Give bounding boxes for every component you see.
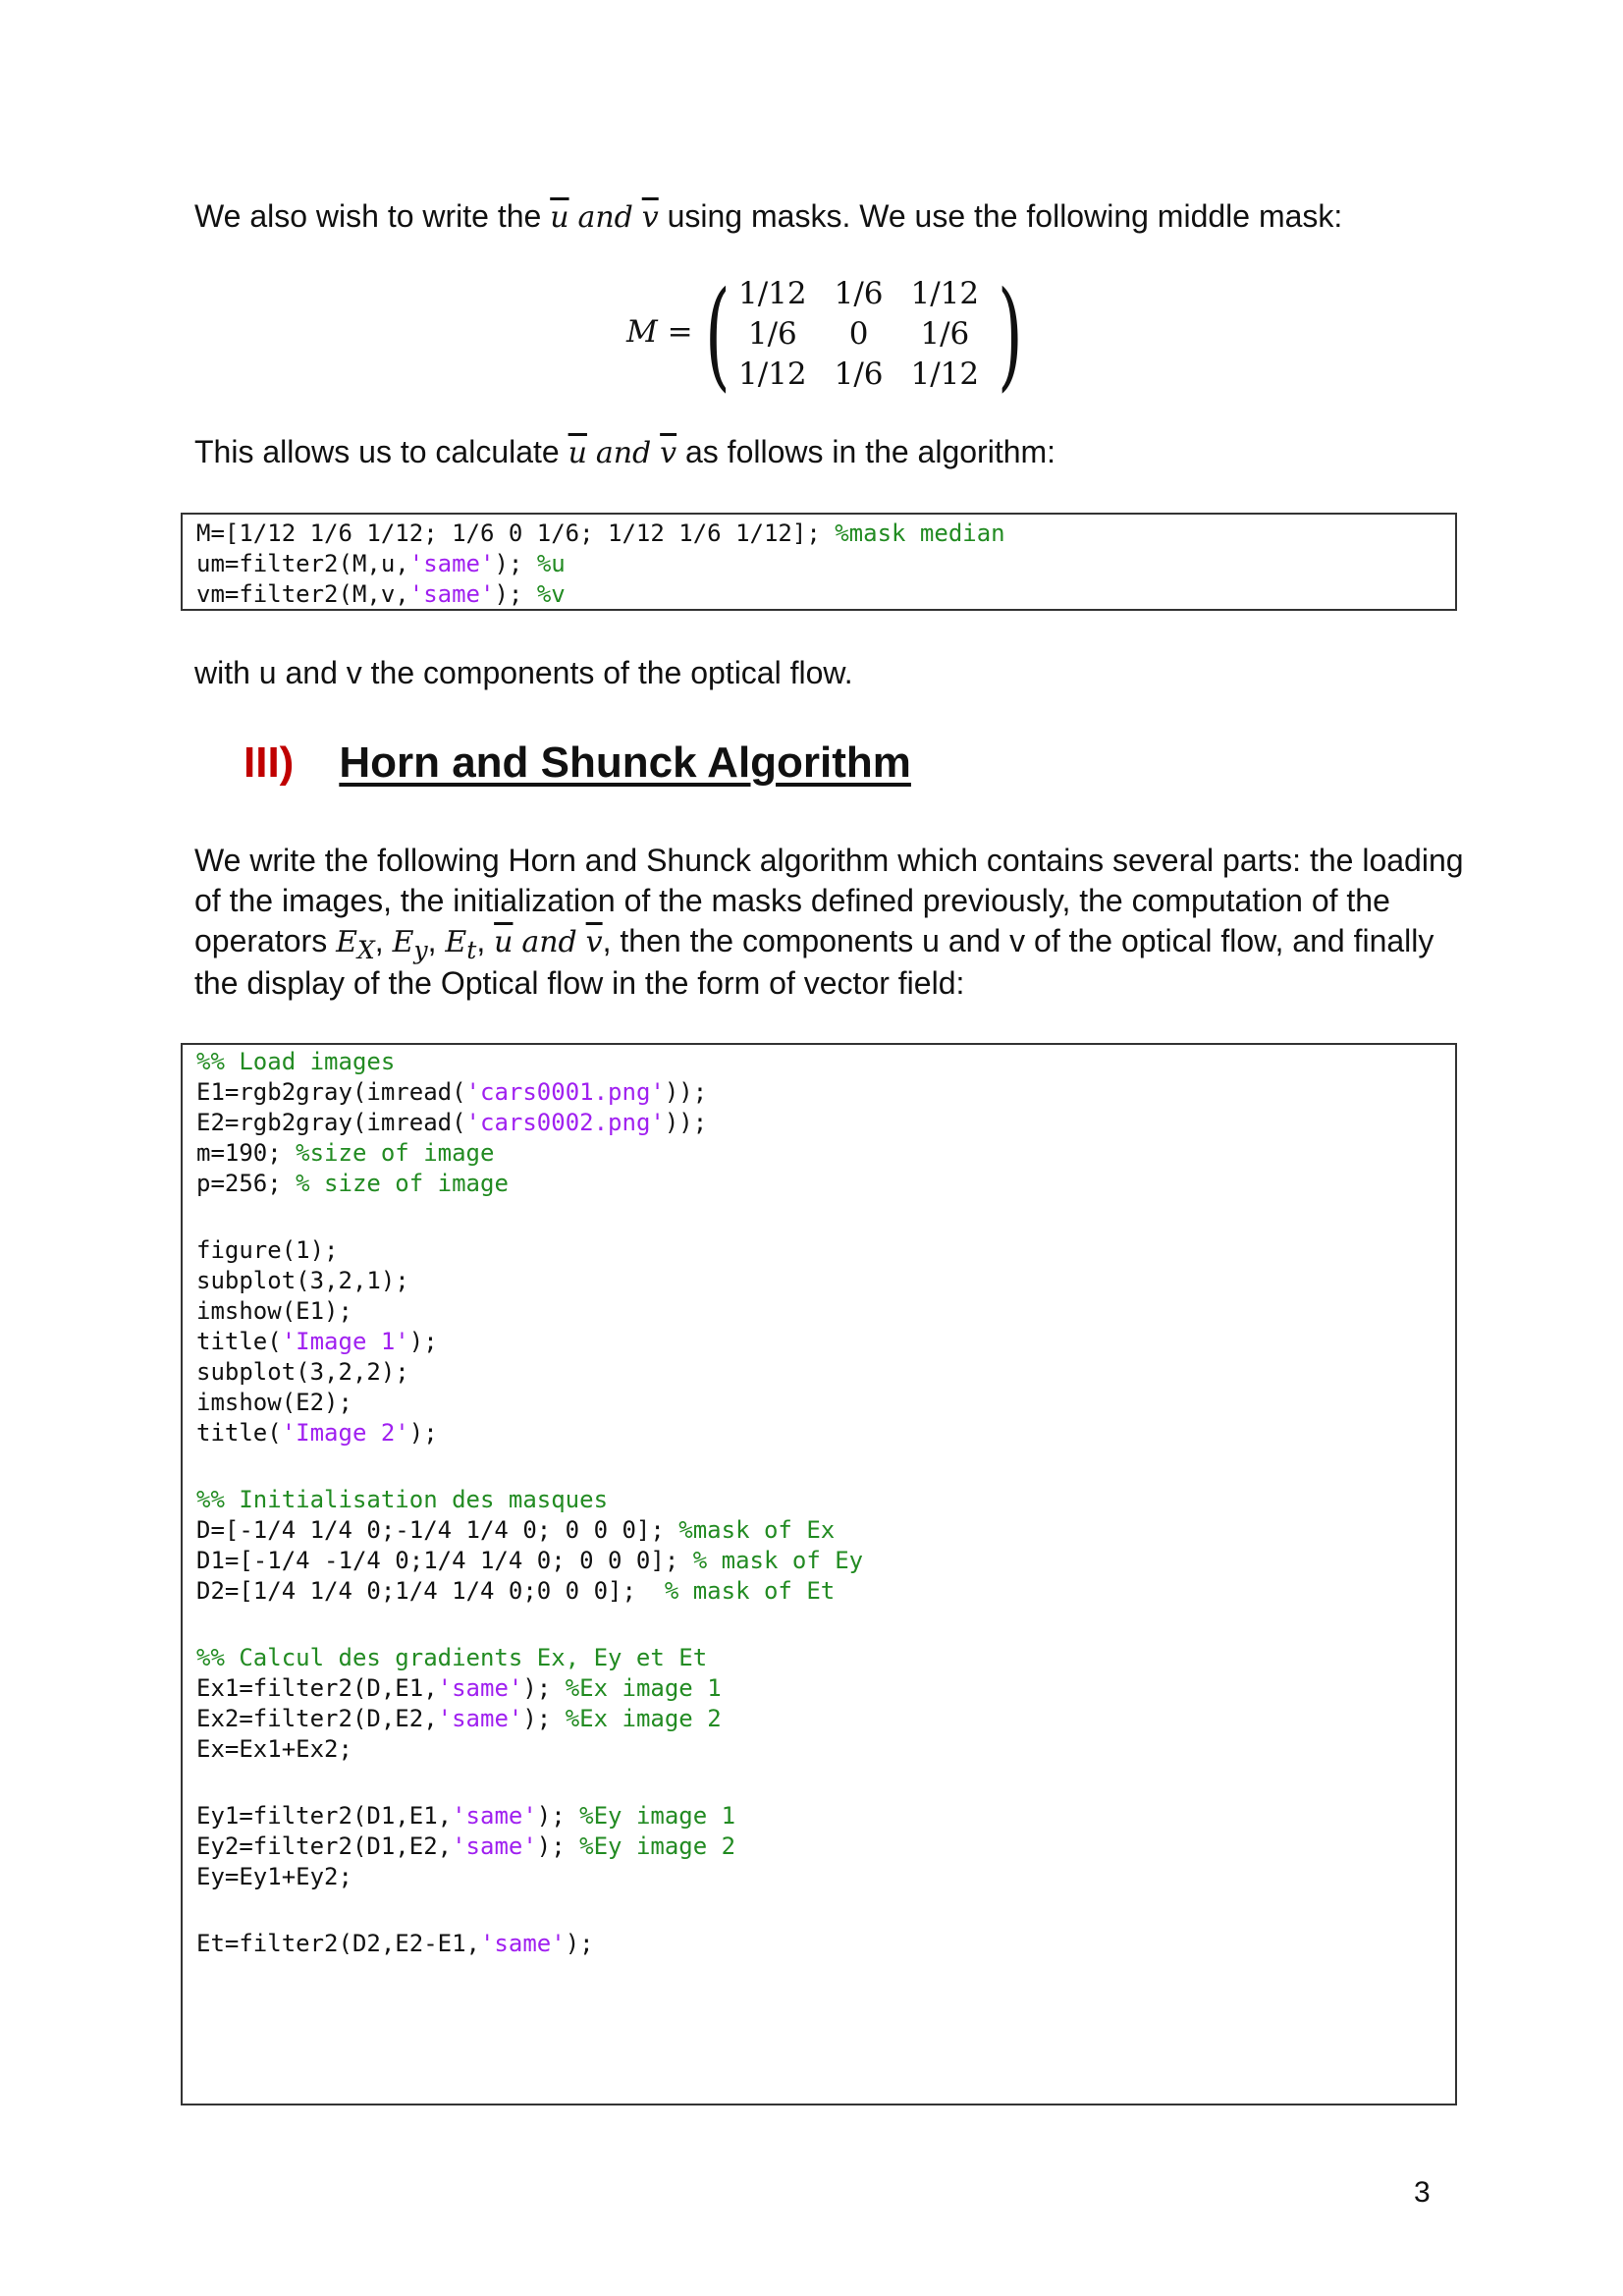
matrix-cell: 1/12 <box>738 275 807 311</box>
code-text: ); <box>408 1419 438 1447</box>
code-string: 'cars0002.png' <box>465 1109 665 1136</box>
code-text: ); <box>522 1705 566 1732</box>
code-block-mask <box>181 513 1457 611</box>
code-text: title( <box>196 1419 282 1447</box>
code-line <box>196 1673 1455 1704</box>
code-string: 'same' <box>437 1705 523 1732</box>
code-line <box>196 1108 1455 1138</box>
operators-word: operators <box>194 923 328 958</box>
code-line <box>196 1388 1455 1418</box>
code-comment: %Ex image 1 <box>565 1674 722 1702</box>
code-text: Ey=Ey1+Ey2; <box>196 1863 352 1890</box>
code-line <box>196 1235 1455 1266</box>
code-text: subplot(3,2,2); <box>196 1358 409 1386</box>
code-string: 'Image 1' <box>281 1328 409 1355</box>
code-blank-line <box>196 1765 1455 1801</box>
code-line <box>196 1138 1455 1169</box>
section-heading <box>243 738 911 788</box>
code-text: M=[1/12 1/6 1/12; 1/6 0 1/6; 1/12 1/6 1/12]; <box>196 519 836 547</box>
code-string: 'same' <box>437 1674 523 1702</box>
code-string: 'same' <box>408 550 495 577</box>
and-word: and <box>595 436 652 470</box>
code-string: 'same' <box>452 1802 537 1830</box>
code-comment: %% Load images <box>196 1048 396 1075</box>
code-comment: % size of image <box>296 1170 509 1197</box>
code-comment: %u <box>536 550 566 577</box>
code-text: D1=[-1/4 -1/4 0;1/4 1/4 0; 0 0 0]; <box>196 1547 693 1574</box>
matrix-cell: 1/12 <box>910 355 980 392</box>
code-text: title( <box>196 1328 282 1355</box>
code-line <box>196 1327 1455 1357</box>
matrix-cell: 1/6 <box>834 275 884 311</box>
code-text: p=256; <box>196 1170 297 1197</box>
e-x-symbol <box>336 925 375 964</box>
matrix-row <box>725 273 993 313</box>
subscript-y: y <box>413 936 428 964</box>
code-text: Ey1=filter2(D1,E1, <box>196 1802 453 1830</box>
allows-text-before: This allows us to calculate <box>194 434 560 469</box>
allows-paragraph <box>194 432 1055 473</box>
code-text: )); <box>664 1078 708 1106</box>
u-bar-symbol: $\overline{u}$ <box>568 436 587 470</box>
matrix-cell: 1/6 <box>747 315 797 352</box>
subscript-x: X <box>356 936 375 964</box>
code-comment: %mask of Ex <box>678 1516 836 1544</box>
code-string: 'same' <box>479 1930 566 1957</box>
code-listing <box>183 1045 1455 1959</box>
code-comment: %v <box>536 580 566 608</box>
code-text: figure(1); <box>196 1236 339 1264</box>
code-line <box>196 1801 1455 1831</box>
code-line <box>196 1643 1455 1673</box>
code-line <box>196 1862 1455 1892</box>
matrix-grid <box>725 273 993 394</box>
code-text: Ex2=filter2(D,E2, <box>196 1705 438 1732</box>
matrix-row <box>725 354 993 394</box>
e-y-symbol <box>392 925 428 964</box>
matrix-right-paren: ) <box>998 267 1023 404</box>
code-comment: %mask median <box>835 519 1005 547</box>
code-text: )); <box>664 1109 708 1136</box>
code-text: ); <box>408 1328 438 1355</box>
code-string: 'same' <box>452 1832 537 1860</box>
code-string: 'cars0001.png' <box>465 1078 665 1106</box>
allows-text-after: as follows in the algorithm: <box>684 434 1056 469</box>
code-line <box>196 1831 1455 1862</box>
code-line <box>196 1266 1455 1296</box>
e-letter: E <box>445 925 467 959</box>
matrix-row <box>725 313 993 354</box>
code-line <box>196 549 1455 579</box>
code-comment: %Ey image 2 <box>579 1832 736 1860</box>
code-text: imshow(E1); <box>196 1297 352 1325</box>
code-comment: %% Calcul des gradients Ex, Ey et Et <box>196 1644 708 1671</box>
code-text: ); <box>522 1674 566 1702</box>
code-line <box>196 1546 1455 1576</box>
matrix-cell: 1/12 <box>738 355 807 392</box>
intro-paragraph <box>194 196 1342 238</box>
code-string: 'Image 2' <box>281 1419 409 1447</box>
code-text: ); <box>536 1802 580 1830</box>
code-line <box>196 1357 1455 1388</box>
code-text: ); <box>494 580 537 608</box>
page-number: 3 <box>1414 2176 1431 2209</box>
v-bar-symbol: $\overline{v}$ <box>585 925 603 959</box>
code-text: m=190; <box>196 1139 297 1167</box>
v-bar-symbol: $\overline{v}$ <box>641 200 659 235</box>
matrix-left-paren: ( <box>705 267 730 404</box>
matrix-cell: 1/12 <box>910 275 980 311</box>
code-listing <box>183 515 1455 610</box>
code-string: 'same' <box>408 580 495 608</box>
code-blank-line <box>196 1607 1455 1643</box>
code-line <box>196 1576 1455 1607</box>
code-line <box>196 1485 1455 1515</box>
code-text: Ex1=filter2(D,E1, <box>196 1674 438 1702</box>
section-title: Horn and Shunck Algorithm <box>339 738 911 787</box>
v-bar-symbol: $\overline{v}$ <box>660 436 677 470</box>
description-line-4: the display of the Optical flow in the form of vector field: <box>194 965 965 1001</box>
code-line <box>196 1734 1455 1765</box>
code-comment: %Ey image 1 <box>579 1802 736 1830</box>
code-text: D2=[1/4 1/4 0;1/4 1/4 0;0 0 0]; <box>196 1577 665 1605</box>
and-word: and <box>577 200 633 235</box>
code-comment: %Ex image 2 <box>565 1705 722 1732</box>
matrix-cell: 1/6 <box>920 315 970 352</box>
code-text: Ey2=filter2(D1,E2, <box>196 1832 453 1860</box>
code-text: um=filter2(M,u, <box>196 550 409 577</box>
code-text: ); <box>536 1832 580 1860</box>
description-line-1: We write the following Horn and Shunck algorithm which contains several parts: the loading <box>194 843 1464 878</box>
and-word: and <box>521 925 577 959</box>
code-comment: % mask of Ey <box>692 1547 864 1574</box>
code-blank-line <box>196 1199 1455 1235</box>
intro-text-after: using masks. We use the following middle mask: <box>667 198 1343 234</box>
code-line <box>196 1169 1455 1199</box>
code-text: E1=rgb2gray(imread( <box>196 1078 466 1106</box>
matrix-cell: 1/6 <box>834 355 884 392</box>
description-line-2: of the images, the initialization of the masks defined previously, the computation of the <box>194 883 1390 918</box>
code-text: E2=rgb2gray(imread( <box>196 1109 466 1136</box>
code-text: vm=filter2(M,v, <box>196 580 409 608</box>
intro-text-before: We also wish to write the <box>194 198 542 234</box>
code-text: ); <box>565 1930 594 1957</box>
code-comment: %% Initialisation des masques <box>196 1486 609 1513</box>
code-block-algorithm <box>181 1043 1457 2105</box>
description-line-3: operators $E_X$, $E_y$, $E_t$, $\overline{u}$ and $\overline{v}$, then the components u and v of the optical flow, and finally <box>194 923 1434 964</box>
matrix-label: M = <box>626 314 693 350</box>
code-blank-line <box>196 1892 1455 1929</box>
u-bar-symbol: $\overline{u}$ <box>494 925 514 959</box>
code-comment: % mask of Et <box>664 1577 836 1605</box>
section-number: III) <box>243 738 295 787</box>
code-line <box>196 579 1455 610</box>
code-blank-line <box>196 1449 1455 1485</box>
e-letter: E <box>392 925 414 959</box>
u-bar-symbol: $\overline{u}$ <box>550 200 569 235</box>
operators-after-text: , then the components u and v of the optical flow, and finally <box>602 923 1434 958</box>
code-text: imshow(E2); <box>196 1389 352 1416</box>
code-line <box>196 1704 1455 1734</box>
code-text: Et=filter2(D2,E2-E1, <box>196 1930 480 1957</box>
code-comment: %size of image <box>296 1139 495 1167</box>
code-text: subplot(3,2,1); <box>196 1267 409 1294</box>
code-line <box>196 1077 1455 1108</box>
code-line <box>196 519 1455 549</box>
subscript-t: t <box>466 936 477 964</box>
e-letter: E <box>336 925 357 959</box>
e-t-symbol <box>445 925 477 964</box>
code-text: ); <box>494 550 537 577</box>
code-line <box>196 1515 1455 1546</box>
code-line <box>196 1929 1455 1959</box>
code-line <box>196 1047 1455 1077</box>
mask-matrix <box>626 267 1023 404</box>
code-text: D=[-1/4 1/4 0;-1/4 1/4 0; 0 0 0]; <box>196 1516 679 1544</box>
code-line <box>196 1296 1455 1327</box>
code-text: Ex=Ex1+Ex2; <box>196 1735 352 1763</box>
code-line <box>196 1418 1455 1449</box>
with-paragraph: with u and v the components of the optical flow. <box>194 655 853 690</box>
matrix-cell: 0 <box>848 315 869 352</box>
